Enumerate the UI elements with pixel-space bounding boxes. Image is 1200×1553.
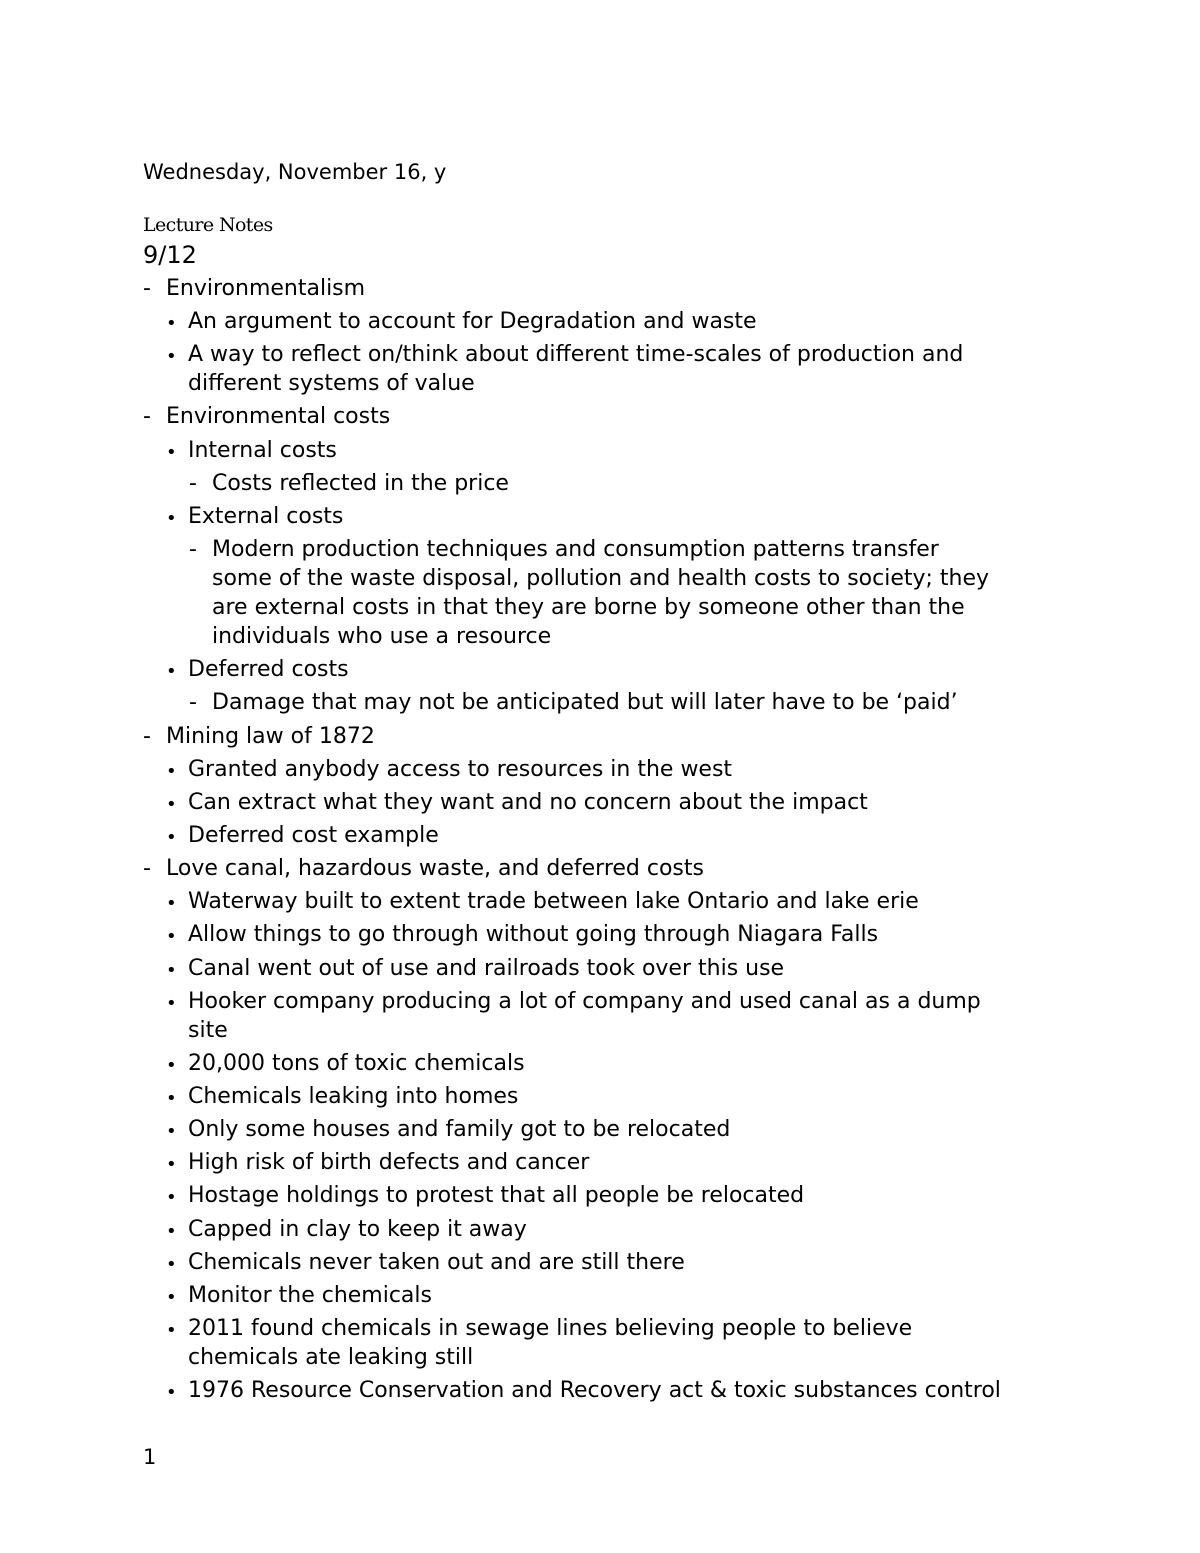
bullet-marker: • — [166, 661, 177, 683]
outline-topic: Mining law of 1872 — [166, 723, 375, 749]
bullet-marker: • — [166, 926, 177, 948]
outline-topic: Love canal, hazardous waste, and deferred costs — [166, 856, 704, 882]
bullet-marker: • — [166, 760, 177, 782]
outline-bullet-text: Capped in clay to keep it away — [188, 1216, 527, 1242]
bullet-marker: • — [166, 1320, 177, 1342]
dash-marker: - — [189, 690, 197, 716]
bullet-marker: • — [166, 1220, 177, 1242]
outline-bullet-text: Chemicals leaking into homes — [188, 1084, 519, 1109]
outline-bullet-text: 1976 Resource Conservation and Recovery act & toxic substances control — [188, 1378, 1001, 1404]
bullet-marker: • — [166, 793, 177, 815]
dash-marker: - — [143, 404, 151, 430]
outline-bullet-text: Waterway built to extent trade between lake Ontario and lake erie — [188, 889, 919, 915]
dash-marker: - — [189, 537, 197, 563]
outline-topic: Environmental costs — [166, 404, 391, 430]
outline-bullet-text: chemicals ate leaking still — [188, 1345, 474, 1371]
outline-bullet-text: Granted anybody access to resources in the west — [188, 756, 733, 782]
outline-subpoint-text: are external costs in that they are borne by someone other than the — [212, 595, 965, 621]
bullet-marker: • — [166, 1054, 177, 1076]
outline-bullet-text: Deferred costs — [188, 657, 349, 683]
outline-topic: Environmentalism — [166, 276, 366, 301]
note-date: Wednesday, November 16, y — [143, 160, 447, 184]
outline-bullet-text: Hostage holdings to protest that all people be relocated — [188, 1183, 805, 1209]
dash-marker: - — [143, 856, 151, 882]
outline-bullet-text: Monitor the chemicals — [188, 1282, 432, 1308]
bullet-marker: • — [166, 346, 177, 368]
dash-marker: - — [143, 276, 151, 301]
outline-bullet-text: different systems of value — [188, 371, 475, 397]
outline-bullet-text: 20,000 tons of toxic chemicals — [188, 1050, 525, 1076]
bullet-marker: • — [166, 959, 177, 981]
outline-subpoint-text: individuals who use a resource — [212, 624, 552, 650]
dash-marker: - — [189, 470, 197, 496]
bullet-marker: • — [166, 893, 177, 915]
outline-bullet-text: Allow things to go through without going through Niagara Falls — [188, 922, 879, 948]
bullet-marker: • — [166, 313, 177, 335]
outline-bullet-text: External costs — [188, 503, 344, 529]
bullet-marker: • — [166, 1253, 177, 1275]
outline-bullet-text: Only some houses and family got to be relocated — [188, 1117, 731, 1143]
outline-subpoint-text: some of the waste disposal, pollution and health costs to society; they — [212, 566, 990, 592]
lecture-date: 9/12 — [143, 241, 197, 269]
bullet-marker: • — [166, 1286, 177, 1308]
outline-bullet-text: A way to reflect on/think about different time-scales of production and — [188, 342, 964, 368]
outline-bullet-text: High risk of birth defects and cancer — [188, 1150, 590, 1176]
bullet-marker: • — [166, 1088, 177, 1109]
outline-subpoint-text: Costs reflected in the price — [212, 470, 509, 496]
outline-bullet-text: site — [188, 1017, 228, 1043]
bullet-marker: • — [166, 1382, 177, 1404]
bullet-marker: • — [166, 1121, 177, 1143]
bullet-marker: • — [166, 441, 177, 463]
dash-marker: - — [143, 723, 151, 749]
outline-bullet-text: 2011 found chemicals in sewage lines believing people to believe — [188, 1316, 913, 1342]
outline-subpoint-text: Modern production techniques and consumption patterns transfer — [212, 537, 939, 563]
document-label: Lecture Notes — [143, 214, 273, 236]
bullet-marker: • — [166, 507, 177, 529]
outline-bullet-text: Internal costs — [188, 437, 337, 463]
bullet-marker: • — [166, 826, 177, 848]
outline-bullet-text: Canal went out of use and railroads took over this use — [188, 955, 785, 981]
bullet-marker: • — [166, 1154, 177, 1176]
outline-subpoint-text: Damage that may not be anticipated but will later have to be ‘paid’ — [212, 690, 958, 716]
outline-bullet-text: Hooker company producing a lot of company and used canal as a dump — [188, 988, 981, 1014]
bullet-marker: • — [166, 992, 177, 1014]
bullet-marker: • — [166, 1187, 177, 1209]
outline-bullet-text: An argument to account for Degradation and waste — [188, 309, 757, 335]
outline-bullet-text: Deferred cost example — [188, 822, 439, 848]
page-number: 1 — [143, 1445, 157, 1469]
outline-bullet-text: Can extract what they want and no concern about the impact — [188, 789, 868, 815]
outline-bullet-text: Chemicals never taken out and are still there — [188, 1249, 685, 1275]
